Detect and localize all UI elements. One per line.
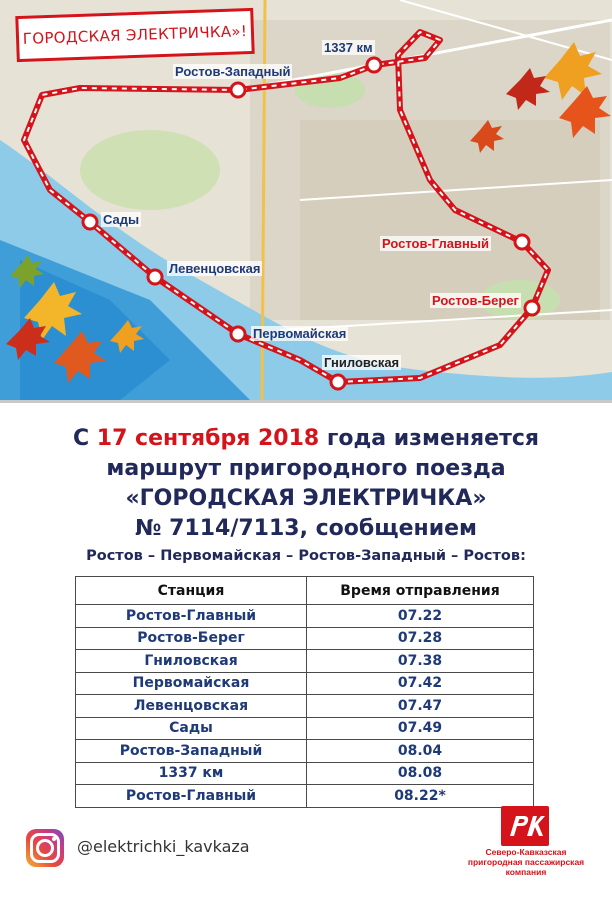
- station-label-rostov-glavny: Ростов-Главный: [382, 236, 489, 251]
- station-label-1337: 1337 км: [324, 40, 373, 55]
- table-row: [76, 740, 534, 763]
- station-marker-gnilovskaya: [331, 375, 345, 389]
- time-cell: 07.38: [307, 650, 534, 673]
- company-name-line-2: пригородная пассажирская: [467, 857, 585, 867]
- station-label-sady: Сады: [103, 212, 140, 227]
- time-cell: 08.04: [307, 740, 534, 763]
- company-name-line-1: Северо-Кавказская: [485, 847, 567, 857]
- table-row: [76, 717, 534, 740]
- station-cell: Ростов-Главный: [76, 605, 307, 628]
- instagram-handle-link[interactable]: @elektrichki_kavkaza: [77, 837, 250, 856]
- table-row: [76, 695, 534, 718]
- headline-route: Ростов – Первомайская – Ростов-Западный – Ростов:: [86, 548, 526, 564]
- time-cell: 07.22: [307, 605, 534, 628]
- station-marker-rostov-zapadny: [231, 83, 245, 97]
- station-marker-rostov-bereg: [525, 301, 539, 315]
- headline-train-name: «ГОРОДСКАЯ ЭЛЕКТРИЧКА»: [125, 486, 487, 511]
- schedule-table: [75, 576, 534, 808]
- station-marker-sady: [83, 215, 97, 229]
- time-cell: 07.47: [307, 695, 534, 718]
- announcement-headline: [0, 424, 612, 568]
- headline-date: 17 сентября 2018: [96, 426, 320, 451]
- table-row: [76, 605, 534, 628]
- time-cell: 07.42: [307, 672, 534, 695]
- time-cell: 08.08: [307, 762, 534, 785]
- headline-train-number: № 7114/7113, сообщением: [134, 516, 478, 541]
- station-marker-rostov-glavny: [515, 235, 529, 249]
- instagram-icon-dot: [52, 837, 56, 841]
- station-cell: Гниловская: [76, 650, 307, 673]
- station-label-rostov-bereg: Ростов-Берег: [432, 293, 519, 308]
- header-departure-time: Время отправления: [307, 577, 534, 605]
- time-cell: 08.22*: [307, 785, 534, 808]
- station-marker-leventsovskaya: [148, 270, 162, 284]
- station-label-rostov-zapadny: Ростов-Западный: [175, 64, 291, 79]
- station-cell: Ростов-Берег: [76, 627, 307, 650]
- station-cell: Ростов-Главный: [76, 785, 307, 808]
- table-row: [76, 672, 534, 695]
- station-marker-1337: [367, 58, 381, 72]
- headline-prefix: С: [72, 426, 97, 451]
- rzd-logo: [501, 806, 549, 846]
- time-cell: 07.49: [307, 717, 534, 740]
- instagram-icon-lens: [36, 839, 54, 857]
- station-cell: Ростов-Западный: [76, 740, 307, 763]
- headline-line-2: маршрут пригородного поезда: [106, 456, 506, 481]
- map-banner: ГОРОДСКАЯ ЭЛЕКТРИЧКА»!: [15, 8, 254, 62]
- headline-suffix: года изменяется: [319, 426, 540, 451]
- table-header-row: [76, 577, 534, 605]
- route-map: [0, 0, 612, 400]
- station-label-pervomayskaya: Первомайская: [253, 326, 347, 341]
- station-cell: 1337 км: [76, 762, 307, 785]
- instagram-icon[interactable]: [26, 829, 64, 867]
- station-cell: Левенцовская: [76, 695, 307, 718]
- company-name: [448, 847, 604, 877]
- company-name-line-3: компания: [505, 867, 547, 877]
- header-station: Станция: [76, 577, 307, 605]
- table-row: [76, 650, 534, 673]
- station-cell: Сады: [76, 717, 307, 740]
- table-row: [76, 627, 534, 650]
- station-marker-pervomayskaya: [231, 327, 245, 341]
- station-cell: Первомайская: [76, 672, 307, 695]
- map-divider: [0, 400, 612, 403]
- headline-line-1: [0, 424, 612, 454]
- station-label-leventsovskaya: Левенцовская: [169, 261, 261, 276]
- time-cell: 07.28: [307, 627, 534, 650]
- station-label-gnilovskaya: Гниловская: [324, 355, 400, 370]
- table-row: [76, 762, 534, 785]
- table-row: [76, 785, 534, 808]
